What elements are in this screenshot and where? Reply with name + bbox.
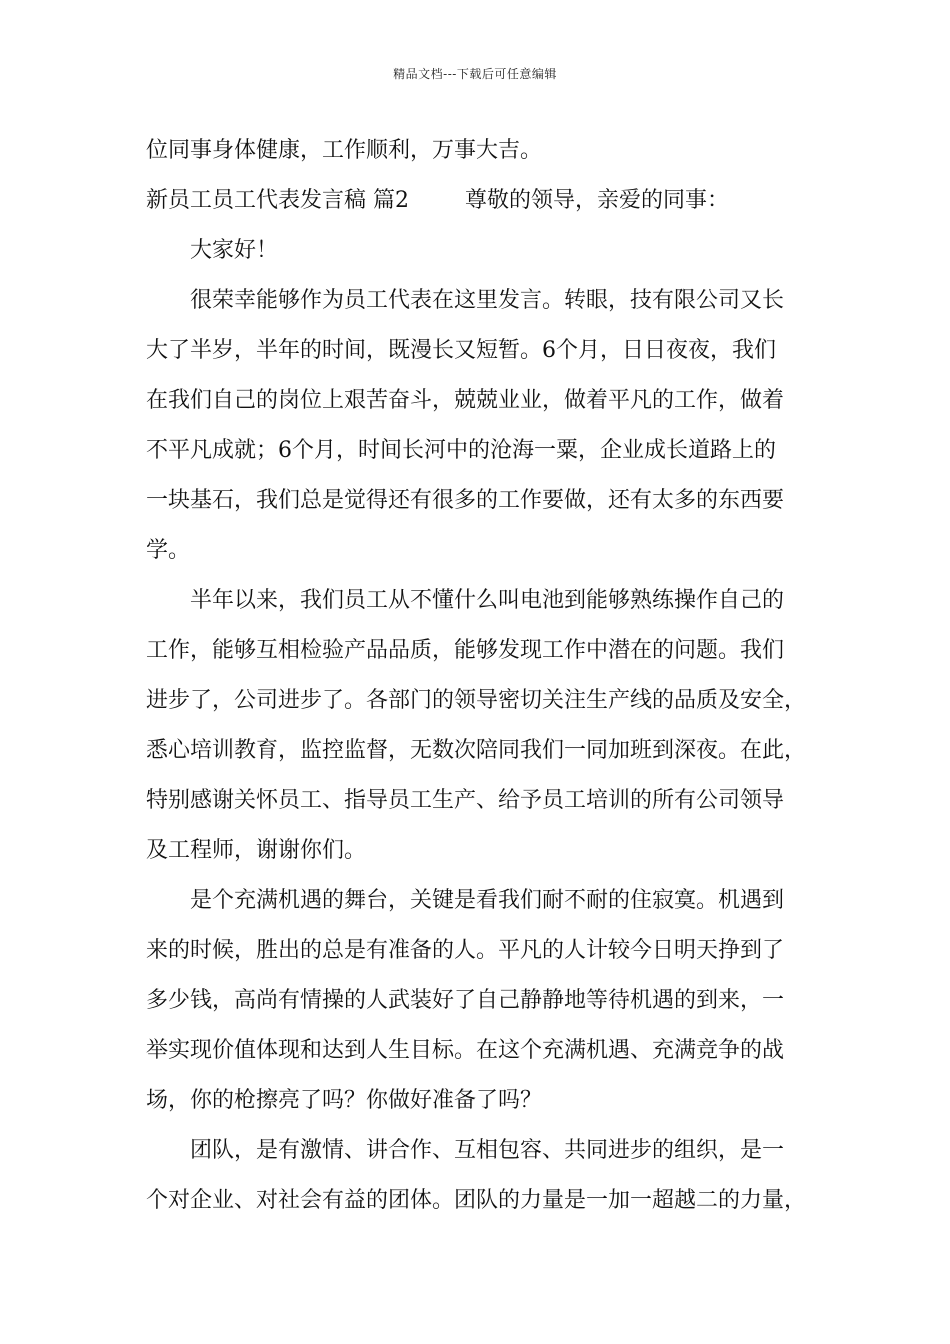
text-line: 举实现价值体现和达到人生目标。在这个充满机遇、充满竞争的战 bbox=[146, 1038, 785, 1063]
text-line: 不平凡成就；6个月，时间长河中的沧海一粟，企业成长道路上的 bbox=[146, 438, 776, 463]
text-line: 位同事身体健康，工作顺利，万事大吉。 bbox=[146, 138, 543, 163]
text-line: 及工程师，谢谢你们。 bbox=[146, 838, 367, 863]
text-line: 悉心培训教育，监控监督，无数次陪同我们一同加班到深夜。在此， bbox=[146, 738, 807, 763]
text-line: 是个充满机遇的舞台，关键是看我们耐不耐的住寂寞。机遇到 bbox=[190, 888, 785, 913]
speech-title: 新员工员工代表发言稿 篇2 bbox=[146, 188, 409, 213]
text-line: 工作，能够互相检验产品品质，能够发现工作中潜在的问题。我们 bbox=[146, 638, 785, 663]
page-header: 精品文档---下载后可任意编辑 bbox=[393, 67, 557, 81]
text-line: 来的时候，胜出的总是有准备的人。平凡的人计较今日明天挣到了 bbox=[146, 938, 785, 963]
text-line: 个对企业、对社会有益的团体。团队的力量是一加一超越二的力量， bbox=[146, 1188, 807, 1213]
paragraph-1 bbox=[146, 276, 826, 576]
text-line: 一块基石，我们总是觉得还有很多的工作要做，还有太多的东西要 bbox=[146, 488, 785, 513]
text-line: 特别感谢关怀员工、指导员工生产、给予员工培训的所有公司领导 bbox=[146, 788, 785, 813]
paragraph-4 bbox=[146, 1126, 826, 1226]
salutation: 尊敬的领导，亲爱的同事： bbox=[465, 188, 730, 213]
text-line: 多少钱，高尚有情操的人武装好了自己静静地等待机遇的到来，一 bbox=[146, 988, 785, 1013]
document-body bbox=[146, 126, 826, 1226]
text-line: 大了半岁，半年的时间，既漫长又短暂。6个月，日日夜夜，我们 bbox=[146, 338, 776, 363]
text-line: 半年以来，我们员工从不懂什么叫电池到能够熟练操作自己的 bbox=[190, 588, 785, 613]
text-line: 很荣幸能够作为员工代表在这里发言。转眼，技有限公司又长 bbox=[190, 288, 785, 313]
title-line bbox=[146, 176, 826, 226]
paragraph-2 bbox=[146, 576, 826, 876]
text-line: 学。 bbox=[146, 538, 191, 563]
paragraph-3 bbox=[146, 876, 826, 1126]
text-line: 场，你的枪擦亮了吗？你做好准备了吗？ bbox=[146, 1088, 543, 1113]
text-line: 团队，是有激情、讲合作、互相包容、共同进步的组织，是一 bbox=[190, 1138, 785, 1163]
greeting: 大家好！ bbox=[190, 238, 279, 263]
text-line: 在我们自己的岗位上艰苦奋斗，兢兢业业，做着平凡的工作，做着 bbox=[146, 388, 785, 413]
text-line: 进步了，公司进步了。各部门的领导密切关注生产线的品质及安全， bbox=[146, 688, 807, 713]
